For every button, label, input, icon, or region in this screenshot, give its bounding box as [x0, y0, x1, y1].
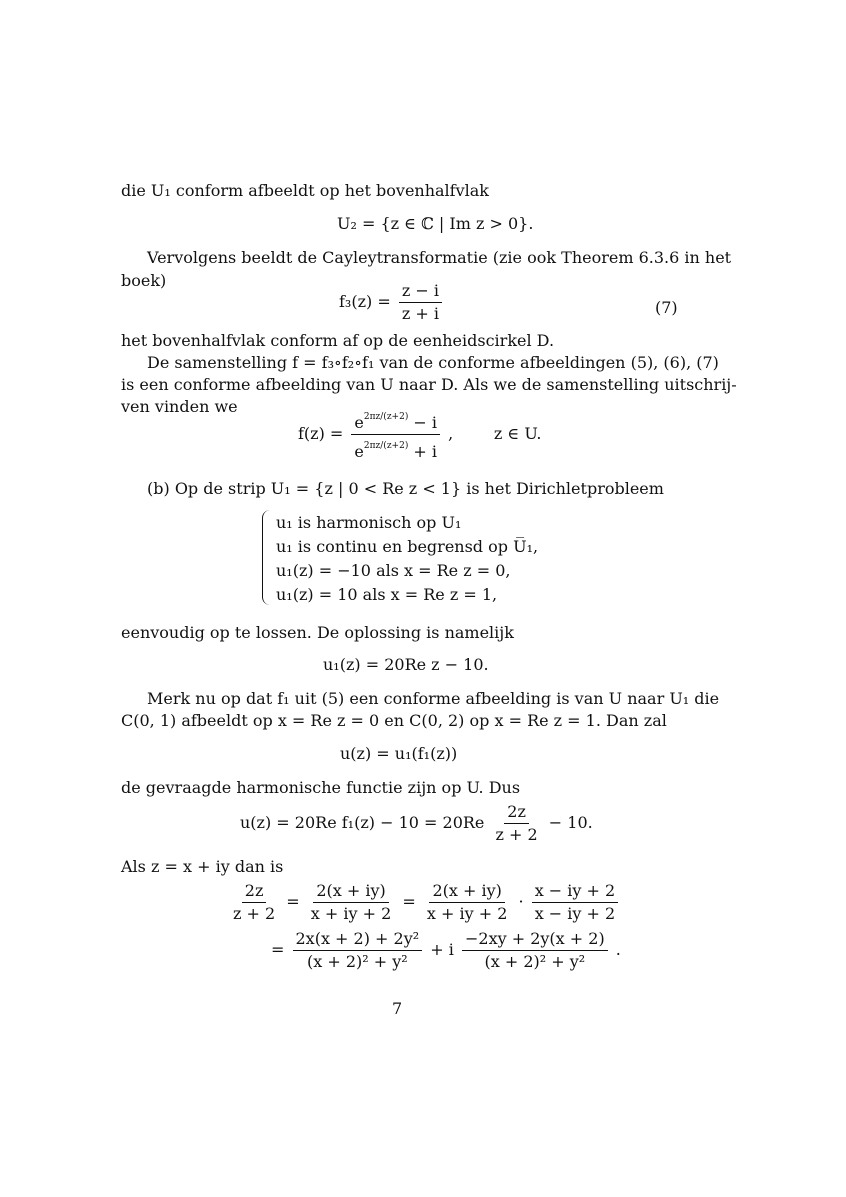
denominator: x + iy + 2 [310, 904, 392, 923]
left-brace [262, 510, 271, 605]
fraction [462, 930, 608, 971]
text-line: is een conforme afbeelding van U naar D. Als we de samenstelling uitschrij- [121, 375, 737, 394]
equation-u-expanded [240, 803, 593, 844]
numerator: −2xy + 2y(x + 2) [462, 930, 608, 951]
denominator: z + 2 [495, 825, 538, 844]
numerator: 2z [504, 803, 529, 824]
equation-tail: − 10. [548, 813, 593, 832]
page-number: 7 [392, 999, 403, 1018]
case-line: u₁ is harmonisch op U₁ [276, 513, 462, 532]
equation-lhs: f(z) = [298, 424, 344, 443]
case-line: u₁(z) = 10 als x = Re z = 1, [276, 585, 498, 604]
case-line: u₁ is continu en begrensd op U̅₁, [276, 537, 539, 556]
equation-u1: u₁(z) = 20Re z − 10. [323, 655, 489, 674]
equation-derivation-line1: $\frac{2z}{z + 2}$ = $\frac{2(x + iy)}{x + iy + 2}$ = $\frac{2(x + iy)}{x + iy + 2}$ · $\frac{x - iy + 2}{x - iy + 2}$ [227, 882, 621, 923]
text-line: de gevraagde harmonische functie zijn op U. Dus [121, 778, 521, 797]
text-line: (b) Op de strip U₁ = {z | 0 < Re z < 1} is het Dirichletprobleem [147, 479, 664, 498]
equation-7 [339, 282, 445, 323]
text-line: die U₁ conform afbeeldt op het bovenhalfvlak [121, 181, 489, 200]
fraction [493, 803, 541, 844]
numerator: 2z [242, 882, 267, 903]
equation-derivation-line2: = $\frac{\text{2x(x + 2) + 2y²}}{\text{(x + 2)² + y²}}$ + i $\frac{-2xy + 2y(x + 2)}{\text{(x + 2)² + y²}}$ . [271, 929, 621, 971]
denominator: (x + 2)² + y² [306, 952, 408, 971]
numerator: x − iy + 2 [532, 882, 619, 903]
equation-u: u(z) = u₁(f₁(z)) [340, 744, 458, 763]
numerator: $e^{2\pi z/(z+2)} - i$ [351, 408, 440, 435]
fraction [351, 408, 440, 461]
denominator: (x + 2)² + y² [484, 952, 586, 971]
fraction [230, 882, 278, 923]
text-line: C(0, 1) afbeeldt op x = Re z = 0 en C(0, 2) op x = Re z = 1. Dan zal [121, 711, 667, 730]
denominator: x − iy + 2 [534, 904, 616, 923]
numerator: 2(x + iy) [313, 882, 388, 903]
denominator: $e^{2\pi z/(z+2)} + i$ [354, 441, 438, 461]
fraction [308, 882, 395, 923]
text-line: De samenstelling f = f₃∘f₂∘f₁ van de conforme afbeeldingen (5), (6), (7) [147, 353, 719, 372]
text-line: ven vinden we [121, 397, 238, 416]
equation-number: (7) [655, 298, 678, 317]
denominator: x + iy + 2 [426, 904, 508, 923]
fraction [293, 930, 423, 971]
text-line: eenvoudig op te lossen. De oplossing is namelijk [121, 623, 514, 642]
equation-lhs: f₃(z) = [339, 292, 391, 311]
case-line: u₁(z) = −10 als x = Re z = 0, [276, 561, 511, 580]
equation-f [298, 408, 541, 461]
equation-lhs: u(z) = 20Re f₁(z) − 10 = 20Re [240, 813, 485, 832]
fraction [424, 882, 511, 923]
numerator: z − i [399, 282, 442, 303]
text-line: Vervolgens beeldt de Cayleytransformatie (zie ook Theorem 6.3.6 in het [147, 248, 732, 267]
denominator: z + i [401, 304, 439, 323]
fraction [532, 882, 619, 923]
text-line: het bovenhalfvlak conform af op de eenheidscirkel D. [121, 331, 555, 350]
text-line: boek) [121, 271, 167, 290]
fraction [399, 282, 442, 323]
equation-u2: U₂ = {z ∈ ℂ | Im z > 0}. [337, 214, 534, 233]
equation-tail: , z ∈ U. [448, 424, 542, 443]
numerator: 2(x + iy) [429, 882, 504, 903]
denominator: z + 2 [233, 904, 276, 923]
text-line: Merk nu op dat f₁ uit (5) een conforme afbeelding is van U naar U₁ die [147, 689, 720, 708]
numerator: 2x(x + 2) + 2y² [293, 930, 423, 951]
text-line: Als z = x + iy dan is [121, 857, 284, 876]
